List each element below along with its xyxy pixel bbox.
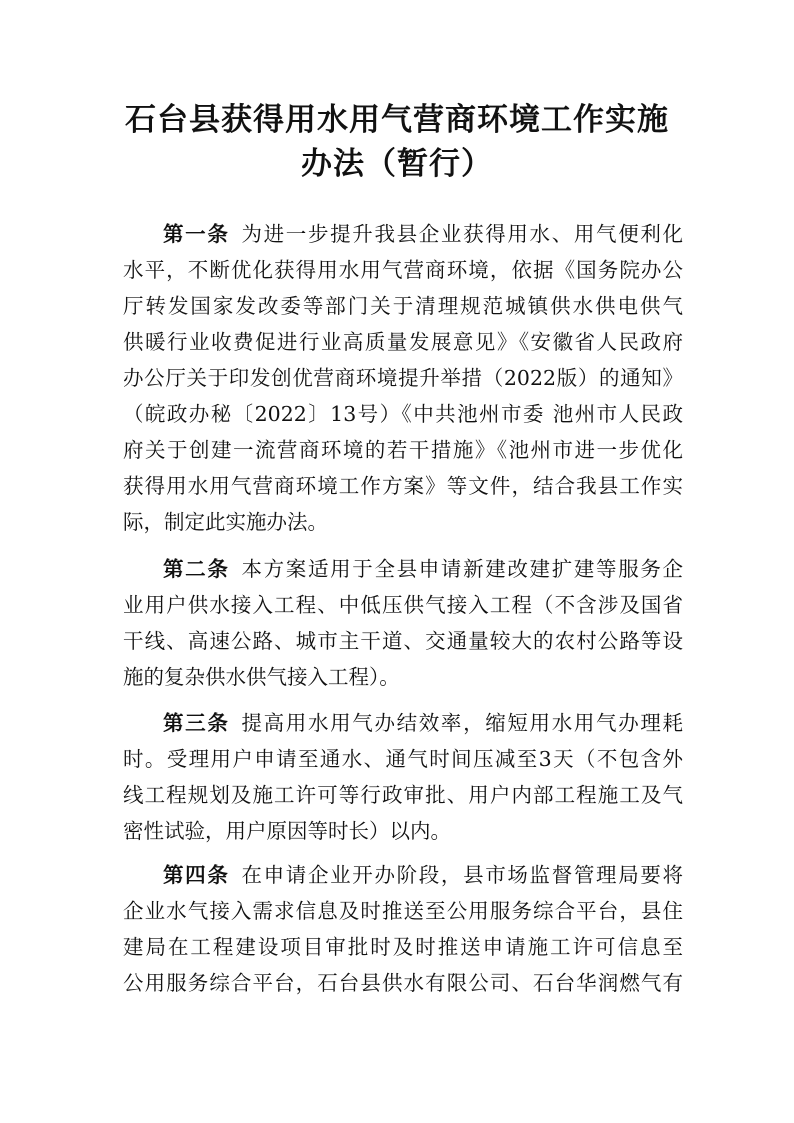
article-1-line-7: 府关于创建一流营商环境的若干措施》《池州市进一步优化 [123,438,683,462]
article-1-line-8: 获得用水用气营商环境工作方案》等文件，结合我县工作实 [123,474,683,498]
article-1-line-5: 办公厅关于印发创优营商环境提升举措（2022版）的通知》 [123,366,683,390]
document-title-line-2: 办法（暂行） [301,146,493,182]
article-1-text: 为进一步提升我县企业获得用水、用气便利化 [241,222,684,246]
article-4-label: 第四条 [163,863,230,887]
article-1-label: 第一条 [163,222,230,246]
article-3-line-4: 密性试验，用户原因等时长）以内。 [123,819,451,843]
article-1-line-2: 水平，不断优化获得用水用气营商环境，依据《国务院办公 [123,258,683,282]
article-2-text: 本方案适用于全县申请新建改建扩建等服务企 [241,557,684,581]
article-2-line-4: 施的复杂供水供气接入工程）。 [123,665,400,689]
article-2-line-3: 干线、高速公路、城市主干道、交通量较大的农村公路等设 [123,629,683,653]
article-1-line-9: 际，制定此实施办法。 [123,510,328,534]
article-3-line-1 [163,708,683,738]
article-3-label: 第三条 [163,711,230,735]
article-1-line-1 [163,219,683,249]
article-1-line-4: 供暖行业收费促进行业高质量发展意见》《安徽省人民政府 [123,330,683,354]
article-1-line-6: （皖政办秘〔2022〕13号）《中共池州市委 池州市人民政 [123,402,683,426]
article-4-line-4: 公用服务综合平台，石台县供水有限公司、石台华润燃气有 [123,971,683,995]
article-2-line-2: 业用户供水接入工程、中低压供气接入工程（不含涉及国省 [123,593,683,617]
article-2-line-1 [163,554,683,584]
article-1-line-3: 厅转发国家发改委等部门关于清理规范城镇供水供电供气 [123,294,683,318]
article-4-text: 在申请企业开办阶段，县市场监督管理局要将 [241,863,684,887]
article-4-line-3: 建局在工程建设项目审批时及时推送申请施工许可信息至 [123,935,683,959]
article-3-line-2: 时。受理用户申请至通水、通气时间压减至3天（不包含外 [123,747,683,771]
document-title-line-1: 石台县获得用水用气营商环境工作实施 [125,102,669,138]
article-3-line-3: 线工程规划及施工许可等行政审批、用户内部工程施工及气 [123,783,683,807]
article-2-label: 第二条 [163,557,230,581]
article-4-line-2: 企业水气接入需求信息及时推送至公用服务综合平台，县住 [123,899,683,923]
article-4-line-1 [163,860,683,890]
article-3-text: 提高用水用气办结效率，缩短用水用气办理耗 [241,711,684,735]
